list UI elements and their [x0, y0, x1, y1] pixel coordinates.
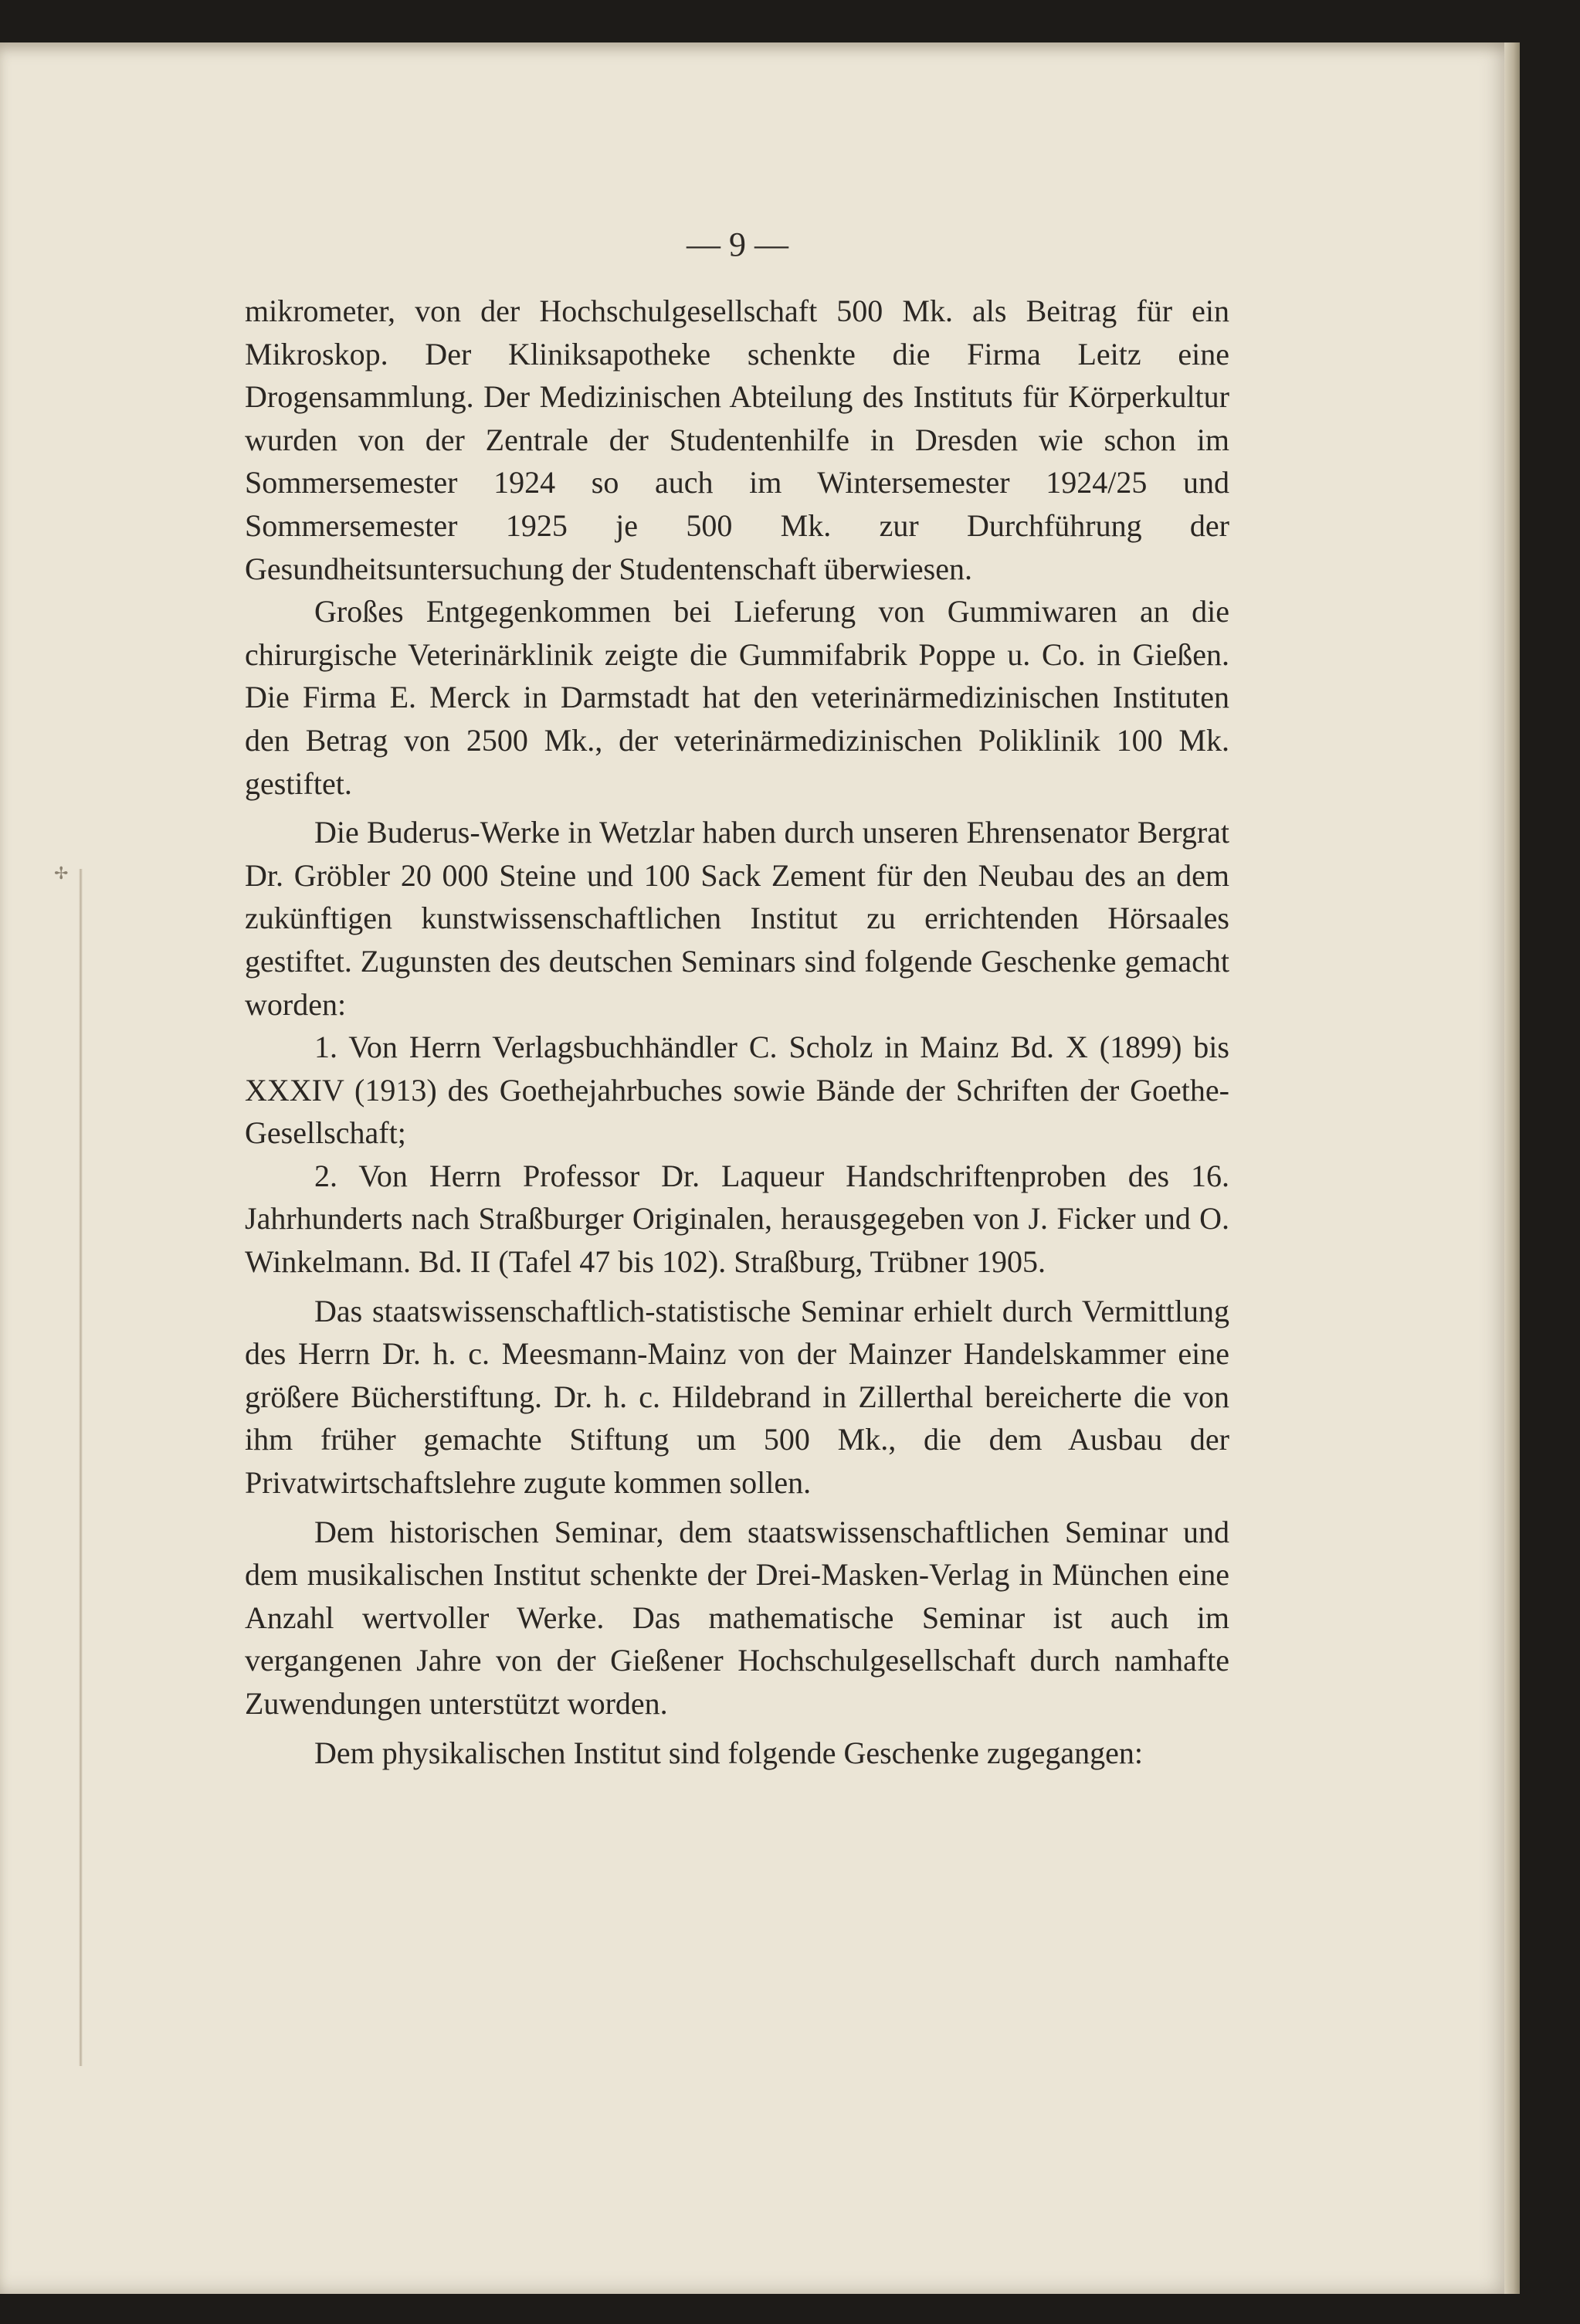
paragraph-5: Dem historischen Seminar, dem staatswissenschaftlichen Seminar und dem musikalischen Institut schenkte der Drei-Masken-Verlag in München eine Anzahl wertvoller Werke. Das mathematische Seminar ist auch im vergangenen Jahre von der Gießener Hochschulgesellschaft durch namhafte Zuwendungen unterstützt worden.	[245, 1514, 1229, 1721]
paragraph-6: Dem physikalischen Institut sind folgende Geschenke zugegangen:	[314, 1735, 1144, 1770]
page-number: — 9 —	[687, 226, 788, 263]
paragraph-3: Die Buderus-Werke in Wetzlar haben durch unseren Ehrensenator Bergrat Dr. Gröbler 20 000 Steine und 100 Sack Zement für den Neubau des an dem zukünftigen kunstwissenschaftlichen Institut zu errichtenden Hörsaales gestiftet. Zugunsten des deutschen Seminars sind folgende Geschenke gemacht worden:	[245, 815, 1229, 1022]
paper-fold-mark: ✢	[54, 864, 69, 884]
list-item-2: 2. Von Herrn Professor Dr. Laqueur Handschriftenproben des 16. Jahrhunderts nach Straßburger Originalen, herausgegeben von J. Ficker und O. Winkelmann. Bd. II (Tafel 47 bis 102). Straßburg, Trübner 1905.	[245, 1158, 1229, 1280]
paragraph-2: Großes Entgegenkommen bei Lieferung von Gummiwaren an die chirurgische Veterinärklinik zeigte die Gummifabrik Poppe u. Co. in Gießen. Die Firma E. Merck in Darmstadt hat den veterinärmedizinischen Instituten den Betrag von 2500 Mk., der veterinärmedizinischen Poliklinik 100 Mk. gestiftet.	[245, 594, 1229, 801]
body-text	[245, 290, 1229, 1780]
page-edge-shadow	[1504, 42, 1520, 2294]
paragraph-1: mikrometer, von der Hochschulgesellschaft 500 Mk. als Beitrag für ein Mikroskop. Der Kliniksapotheke schenkte die Firma Leitz eine Drogensammlung. Der Medizinischen Abteilung des Instituts für Körperkultur wurden von der Zentrale der Studentenhilfe in Dresden wie schon im Sommersemester 1924 so auch im Wintersemester 1924/25 und Sommersemester 1925 je 500 Mk. zur Durchführung der Gesundheitsuntersuchung der Studentenschaft überwiesen.	[245, 293, 1229, 586]
paragraph-4: Das staatswissenschaftlich-statistische Seminar erhielt durch Vermittlung des Herrn Dr. h. c. Meesmann-Mainz von der Mainzer Handelskammer eine größere Bücherstiftung. Dr. h. c. Hildebrand in Zillerthal bereicherte die von ihm früher gemachte Stiftung um 500 Mk., die dem Ausbau der Privatwirtschaftslehre zugute kommen sollen.	[245, 1293, 1229, 1501]
list-item-1: 1. Von Herrn Verlagsbuchhändler C. Scholz in Mainz Bd. X (1899) bis XXXIV (1913) des Goethejahrbuches sowie Bände der Schriften der Goethe-Gesellschaft;	[245, 1030, 1229, 1151]
paper-fold-line	[79, 869, 83, 2066]
